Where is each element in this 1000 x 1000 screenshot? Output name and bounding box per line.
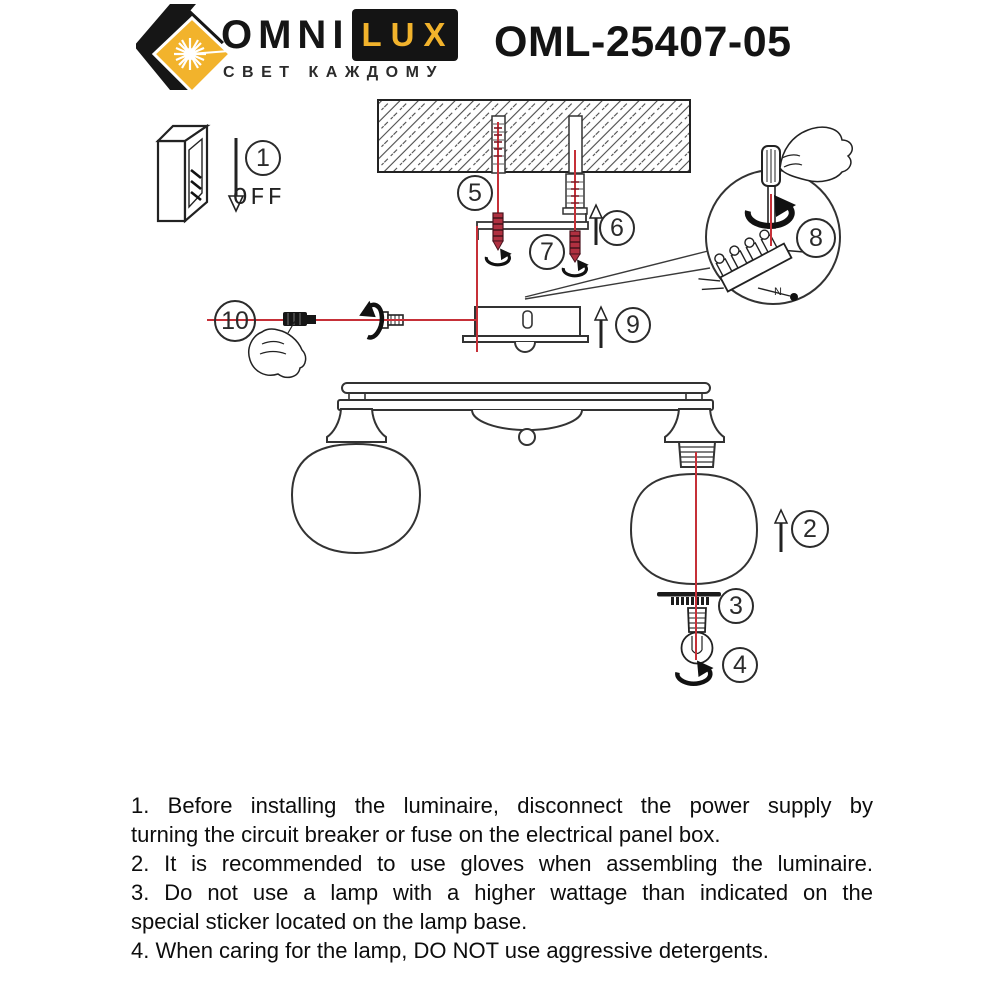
- instruction-line: 4. When caring for the lamp, DO NOT use aggressive detergents.: [131, 938, 769, 963]
- svg-text:2: 2: [803, 515, 817, 543]
- instruction-line: 3. Do not use a lamp with a higher wattage than indicated on the: [131, 880, 873, 905]
- ceiling: [378, 100, 690, 173]
- step-circle-7: [530, 235, 564, 269]
- instruction-line: 2. It is recommended to use gloves when assembling the luminaire.: [131, 851, 873, 876]
- step-circle-2: [792, 511, 828, 547]
- off-label: OFF: [233, 185, 286, 212]
- socket-cover-right: [665, 409, 724, 442]
- brand-wordmark: OMNI: [221, 13, 350, 57]
- socket-cover-left: [327, 409, 386, 442]
- canopy-plate: [463, 336, 588, 342]
- instruction-line: 1. Before installing the luminaire, disconnect the power supply by: [131, 793, 873, 818]
- instruction-line: turning the circuit breaker or fuse on the electrical panel box.: [131, 822, 721, 847]
- svg-text:5: 5: [468, 179, 482, 207]
- instruction-line: special sticker located on the lamp base.: [131, 909, 528, 934]
- step-circle-1: [246, 141, 280, 175]
- globe-left: [292, 444, 420, 553]
- step-circle-4: [723, 648, 757, 682]
- step-circle-6: [600, 211, 634, 245]
- globe-right: [631, 474, 757, 584]
- canopy: [463, 307, 588, 384]
- ring-nut: [657, 592, 721, 605]
- arrow-up-icon: [595, 307, 607, 348]
- canopy-bump: [515, 342, 535, 352]
- right-lamp: [631, 409, 757, 664]
- step-circle-9: [616, 308, 650, 342]
- neutral-label: N: [774, 286, 782, 298]
- model-number: OML-25407-05: [494, 18, 792, 66]
- knurled-nut: [283, 312, 316, 326]
- wire-terminal-dot: [790, 293, 798, 301]
- instructions-section: [131, 791, 873, 965]
- mounting-screw-right: [570, 231, 580, 262]
- svg-text:4: 4: [733, 651, 747, 679]
- arrow-up-icon: [775, 510, 787, 552]
- brand-accent-text: LUX: [361, 16, 455, 53]
- left-lamp: [292, 409, 420, 553]
- circuit-breaker-box: [158, 126, 207, 221]
- fixture-bar: [338, 383, 713, 445]
- step-circle-3: [719, 589, 753, 623]
- ball-finial: [519, 429, 535, 445]
- rotate-arrow-icon: [563, 260, 588, 276]
- rotate-arrow-icon: [486, 249, 511, 265]
- svg-text:3: 3: [729, 592, 743, 620]
- hand-icon: [780, 127, 852, 181]
- step-circle-5: [458, 176, 492, 210]
- svg-text:7: 7: [540, 238, 554, 266]
- hand-icon: [249, 321, 306, 377]
- svg-text:6: 6: [610, 214, 624, 242]
- mounting-screw-left: [493, 213, 503, 250]
- svg-text:8: 8: [809, 224, 823, 252]
- center-dome: [472, 410, 582, 430]
- step-circle-8: [797, 219, 835, 257]
- keyhole-slot: [523, 311, 532, 328]
- brand-tagline: СВЕТ КАЖДОМУ: [223, 64, 444, 81]
- svg-text:9: 9: [626, 311, 640, 339]
- svg-text:1: 1: [256, 144, 270, 172]
- svg-text:10: 10: [221, 307, 249, 335]
